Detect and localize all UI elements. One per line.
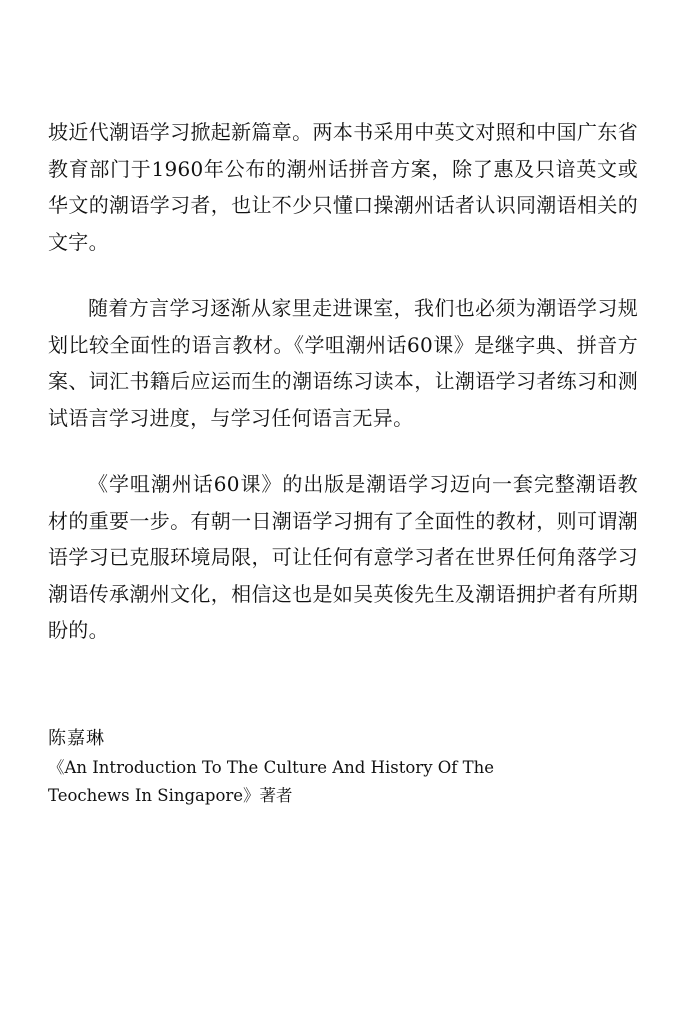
body-text (48, 114, 638, 649)
paragraph-continuation: 坡近代潮语学习掀起新篇章。两本书采用中英文对照和中国广东省教育部门于1960年公布的潮州话拼音方案，除了惠及只谙英文或华文的潮语学习者，也让不少只懂口操潮州话者认识同潮语相关的文字。 (48, 120, 638, 254)
paragraph-dialect-learning: 随着方言学习逐渐从家里走进课室，我们也必须为潮语学习规划比较全面性的语言教材。《学咀潮州话60课》是继字典、拼音方案、词汇书籍后应运而生的潮语练习读本，让潮语学习者练习和测试语言学习进度，与学习任何语言无异。 (48, 296, 638, 430)
author-book-credit: 《An Introduction To The Culture And History Of The Teochews In Singapore》著者 (48, 758, 495, 805)
author-signature (48, 724, 638, 810)
author-name: 陈嘉琳 (48, 728, 105, 749)
paragraph-publication: 《学咀潮州话60课》的出版是潮语学习迈向一套完整潮语教材的重要一步。有朝一日潮语学习拥有了全面性的教材，则可谓潮语学习已克服环境局限，可让任何有意学习者在世界任何角落学习潮语传承潮州文化，相信这也是如吴英俊先生及潮语拥护者有所期盼的。 (48, 472, 638, 642)
